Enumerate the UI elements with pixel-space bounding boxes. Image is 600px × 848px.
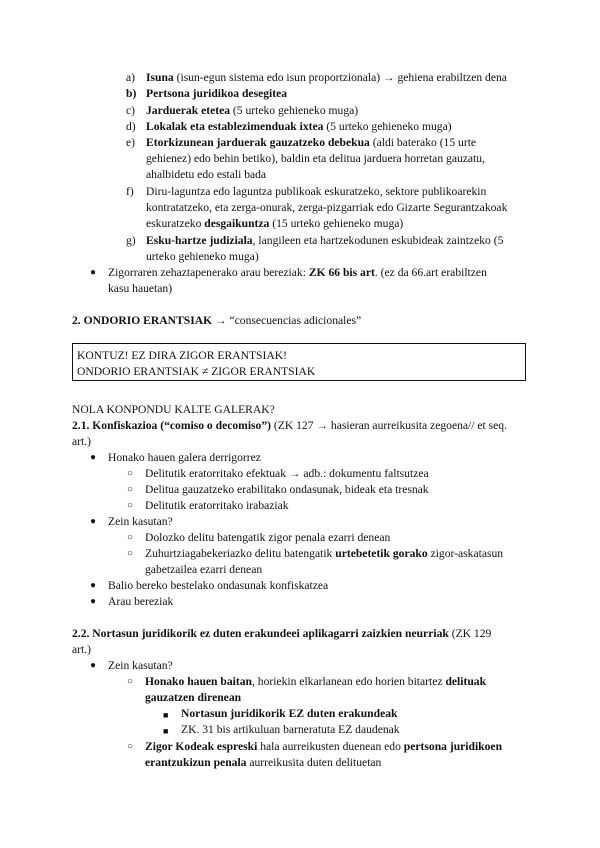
item-g-text: , langileen eta hartzekodunen eskubideak zaintzeko (5 (252, 234, 504, 247)
s22-sub-2 (145, 739, 502, 755)
zigor-bullet-line2: kasu hauetan) (108, 282, 173, 295)
s21-bullet-1: Honako hauen galera derrigorrez (108, 451, 261, 464)
s21-b2-sub-2-post: zigor-askatasun (427, 547, 504, 560)
item-e-text: (aldi baterako (15 urte (369, 136, 477, 149)
circle-bullet-icon: ○ (127, 676, 134, 687)
section-21-bold: 2.1. Konfiskazioa (“comiso o decomiso”) (72, 419, 272, 432)
item-a-text: (isun-egun sistema edo isun proportzionala) → gehiena erabiltzen dena (173, 71, 507, 84)
square-bullet-icon: ■ (163, 710, 169, 720)
item-d-text: (5 urteko gehieneko muga) (323, 120, 452, 133)
s21-b2-sub-1: Dolozko delitu batengatik zigor penala ezarri denean (145, 531, 391, 544)
bullet-icon: ● (90, 660, 97, 671)
s21-sub-2: Delitua gauzatzeko erabilitako ondasunak, bideak eta tresnak (145, 483, 429, 496)
section-22-rest: (ZK 129 (448, 627, 492, 640)
s21-b2-sub-2-line2: gabetzailea ezarri denean (145, 563, 263, 576)
bullet-icon: ● (90, 596, 97, 607)
circle-bullet-icon: ○ (127, 468, 134, 479)
s21-bullet-3: Balio bereko bestelako ondasunak konfiskatzea (108, 579, 329, 592)
item-e-line2: gehienez) edo behin betiko), baldin eta delitua jarduera horretan gauzatu, (146, 152, 485, 165)
item-f-line1: Diru-laguntza edo laguntza publikoak eskuratzeko, sektore publikoarekin (146, 185, 487, 198)
s22-sub-2-line2-bold: erantzukizun penala (145, 756, 247, 769)
zigor-bullet-post: . (ez da 66.art erabiltzen (374, 266, 487, 279)
section-22-title (72, 626, 491, 642)
item-e-line3: ahalbidetu edo estali bada (146, 168, 267, 181)
item-a-bold: Isuna (146, 71, 174, 84)
s22-sub-1-line2-bold: gauzatzen direnean (145, 691, 242, 704)
s22-sub-1-text: , horiekin elkarlanean edo horien bitartez (251, 675, 446, 688)
warning-line1: KONTUZ! EZ DIRA ZIGOR ERANTSIAK! (77, 349, 287, 362)
s22-square-1-bold: Nortasun juridikorik EZ duten erakundeak (181, 707, 398, 720)
warning-box (72, 343, 526, 381)
s22-sub-2-text: hala aurreikusten duenean edo (257, 740, 404, 753)
nola-heading: NOLA KONPONDU KALTE GALERAK? (72, 403, 275, 416)
section-21-title (72, 418, 507, 434)
item-g-line2: urteko gehieneko muga) (146, 250, 259, 263)
s22-sub-2-line2-text: aurreikusita duten delituetan (246, 756, 382, 769)
item-c-text: (5 urteko gehieneko muga) (230, 104, 359, 117)
s21-b2-sub-2-bold: urtebetetik gorako (335, 547, 428, 560)
s22-bullet-1: Zein kasutan? (108, 659, 173, 672)
s21-bullet-2: Zein kasutan? (108, 515, 173, 528)
circle-bullet-icon: ○ (127, 484, 134, 495)
section-21-line2: art.) (72, 435, 91, 448)
s22-sub-1-bold: Honako hauen baitan (145, 675, 252, 688)
section-2-title-bold: 2. ONDORIO ERANTSIAK (72, 314, 213, 327)
s22-sub-2-bold2: pertsona juridikoen (403, 740, 503, 753)
bullet-icon: ● (90, 580, 97, 591)
s22-square-1 (181, 706, 397, 722)
warning-line2: ONDORIO ERANTSIAK ≠ ZIGOR ERANTSIAK (77, 365, 316, 378)
section-22-line2: art.) (72, 643, 91, 656)
bullet-icon: ● (90, 267, 97, 278)
s21-sub-1: Delitutik eratorritako efektuak → adb.: dokumentu faltsutzea (145, 467, 429, 480)
circle-bullet-icon: ○ (127, 741, 134, 752)
zigor-bullet-bold: ZK 66 bis art (308, 266, 375, 279)
circle-bullet-icon: ○ (127, 532, 134, 543)
section-22-bold: 2.2. Nortasun juridikorik ez duten erakundeei aplikagarri zaizkien neurriak (72, 627, 449, 640)
s22-sub-1 (145, 674, 486, 690)
s22-sub-1-line2 (145, 690, 241, 706)
item-f-bold: desgaikuntza (204, 217, 270, 230)
circle-bullet-icon: ○ (127, 548, 134, 559)
item-f-line3-end: (15 urteko gehieneko muga) (269, 217, 404, 230)
item-e-bold: Etorkizunean jarduerak gauzatzeko debekua (146, 136, 370, 149)
s21-sub-3: Delitutik eratorritako irabaziak (145, 499, 289, 512)
bullet-icon: ● (90, 516, 97, 527)
zigor-bullet-line1 (108, 265, 487, 281)
s22-sub-1-bold2: delituak (445, 675, 487, 688)
item-c-bold: Jarduerak etetea (146, 104, 231, 117)
item-g-bold: Esku-hartze judiziala (146, 234, 253, 247)
square-bullet-icon: ■ (163, 726, 169, 736)
s22-square-2: ZK. 31 bis artikuluan barneratuta EZ daudenak (181, 723, 400, 736)
zigor-bullet-text: Zigorraren zehaztapenerako arau bereziak: (108, 266, 309, 279)
bullet-icon: ● (90, 452, 97, 463)
section-21-rest: (ZK 127 → hasieran aurreikusita zegoena// et seq. (271, 419, 507, 432)
s21-b2-sub-2 (145, 546, 503, 562)
section-2-title (72, 313, 361, 329)
item-f-line2: kontratatzeko, eta zerga-onurak, zerga-pizgarriak edo Gizarte Segurantzakoak (146, 201, 508, 214)
circle-bullet-icon: ○ (127, 500, 134, 511)
document-page: a) Isuna (isun-egun sistema edo isun proportzionala) → gehiena erabiltzen dena b) Pertsona juridikoa desegitea c) Jarduerak etetea (5 urteko gehieneko muga) d) Lokalak eta establezimenduak ixtea (5 urteko gehieneko muga) e) Etorkizunean jarduerak gauzatzeko debekua (aldi baterako (15 urte gehienez) edo behin betiko), baldin eta delitua jarduera horretan gauzatu, ahalbidetu edo estali bada f) Diru-laguntza edo laguntza publikoak eskuratzeko, sektore publikoarekin kontratatzeko, eta zerga-onurak, zerga-pizgarriak edo Gizarte Segurantzakoak eskuratzeko desgaikuntza (15 urteko gehieneko muga) g) Esku-hartze judiziala, langileen eta hartzekodunen eskubideak zaintzeko (5 urteko gehieneko muga) ● Zigorraren zehaztapenerako arau bereziak: ZK 66 bis art. (ez da 66.art erabiltzen kasu hauetan) 2. ONDORIO ERANTSIAK → “consecuencias adicionales” KONTUZ! EZ DIRA ZIGOR ERANTSIAK! ONDORIO ERANTSIAK ≠ ZIGOR ERANTSIAK NOLA KONPONDU KALTE GALERAK? 2.1. Konfiskazioa (“comiso o decomiso”) (ZK 127 → hasieran aurreikusita zegoena// et seq. art.) ● Honako hauen galera derrigorrez ○ Delitutik eratorritako efektuak → adb.: dokumentu faltsutzea ○ Delitua gauzatzeko erabilitako ondasunak, bideak eta tresnak ○ Delitutik eratorritako irabaziak ● Zein kasutan? ○ Dolozko delitu batengatik zigor penala ezarri denean ○ Zuhurtziagabekeriazko delitu batengatik urtebetetik gorako zigor-askatasun gabetzailea ezarri denean ● Balio bereko bestelako ondasunak konfiskatzea ● Arau bereziak 2.2. Nortasun juridikorik ez duten erakundeei aplikagarri zaizkien neurriak (ZK 129 art.) ● Zein kasutan? ○ Honako hauen baitan, horiekin elkarlanean edo horien bitartez delituak gauzatzen direnean ■ Nortasun juridikorik EZ duten erakundeak ■ ZK. 31 bis artikuluan barneratuta EZ daudenak ○ Zigor Kodeak espreski hala aurreikusten duenean edo pertsona juridikoen erantzukizun penala aurreikusita duten delituetan (0, 0, 600, 848)
section-2-title-rest: → “consecuencias adicionales” (212, 314, 362, 327)
s21-b2-sub-2-text: Zuhurtziagabekeriazko delitu batengatik (145, 547, 336, 560)
item-d-bold: Lokalak eta establezimenduak ixtea (146, 120, 324, 133)
item-f-line3: eskuratzeko (146, 217, 205, 230)
s22-sub-2-line2 (145, 755, 381, 771)
item-b-bold: Pertsona juridikoa desegitea (146, 87, 288, 100)
s21-bullet-4: Arau bereziak (108, 595, 174, 608)
s22-sub-2-bold: Zigor Kodeak espreski (145, 740, 258, 753)
